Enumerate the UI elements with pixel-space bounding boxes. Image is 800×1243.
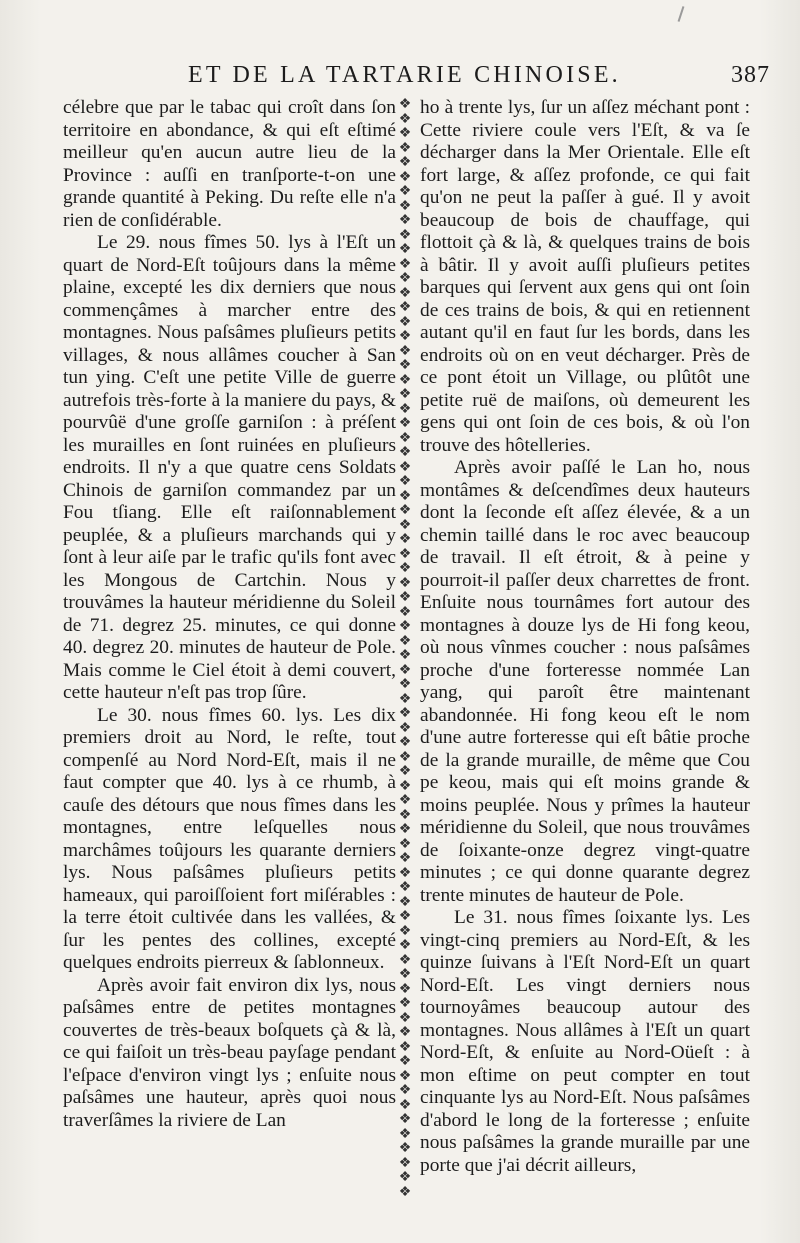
ornament-glyph: ❖ xyxy=(398,1009,412,1026)
ornament-glyph: ❖ xyxy=(398,96,412,112)
ornament-glyph: ❖ xyxy=(398,1024,412,1040)
ornament-glyph: ❖ xyxy=(398,1154,412,1171)
ornament-glyph: ❖ xyxy=(398,1067,412,1084)
ornament-glyph: ❖ xyxy=(398,487,412,504)
ornament-glyph: ❖ xyxy=(398,966,412,982)
running-title: ET DE LA TARTARIE CHINOISE. xyxy=(188,62,621,88)
ornament-glyph: ❖ xyxy=(398,995,412,1011)
ornament-glyph: ❖ xyxy=(398,1082,412,1098)
ornament-glyph: ❖ xyxy=(398,647,412,663)
ornament-glyph: ❖ xyxy=(398,400,412,417)
ornament-glyph: ❖ xyxy=(398,357,412,373)
pen-mark xyxy=(678,6,685,22)
ornament-glyph: ❖ xyxy=(398,110,412,127)
ornament-glyph: ❖ xyxy=(398,168,412,185)
ornament-glyph: ❖ xyxy=(398,458,412,475)
ornament-glyph: ❖ xyxy=(398,429,412,446)
ornament-glyph: ❖ xyxy=(398,241,412,257)
ornament-glyph: ❖ xyxy=(398,574,412,591)
ornament-glyph: ❖ xyxy=(398,1053,412,1069)
ornament-glyph: ❖ xyxy=(398,618,412,634)
right-column xyxy=(420,97,750,1177)
ornament-glyph: ❖ xyxy=(398,632,412,649)
ornament-glyph: ❖ xyxy=(398,560,412,576)
ornament-glyph: ❖ xyxy=(398,226,412,243)
ornament-glyph: ❖ xyxy=(398,154,412,170)
page-number: 387 xyxy=(731,62,770,88)
paragraph: célebre que par le tabac qui croît dans ſon territoire en abondance, & qui eſt eſtimé meilleur qu'en aucun autre lieu de la Province : auſſi en tranſporte-t-on une grande quantité à Peking. Du reſte elle n'a rien de conſidérable. xyxy=(63,97,396,231)
ornament-glyph: ❖ xyxy=(398,980,412,997)
ornament-glyph: ❖ xyxy=(398,502,412,518)
ornament-glyph: ❖ xyxy=(398,864,412,881)
ornament-glyph: ❖ xyxy=(398,676,412,692)
paragraph: ho à trente lys, ſur un aſſez méchant pont : Cette riviere coule vers l'Eſt, & va ſe décharger dans la Mer Orientale. Elle eſt fort large, & aſſez profonde, ce qui fait qu'on ne peut la paſſer à gué. Il y avoit beaucoup de bois de chauffage, qui flottoit çà & là, & quelques trains de bois à bâtir. Il y avoit auſſi pluſieurs petites barques qui ſervent aux gens qui ont ſoin de ces trains de bois, & qui en retiennent autant qu'il en faut ſur les bords, dans les endroits où on en veut décharger. Près de ce pont étoit un Village, ou plûtôt une petite ruë de maiſons, où demeurent les gens qui ont ſoin de ces bois, & où l'on trouve des hôtelleries. xyxy=(420,97,750,456)
ornament-glyph: ❖ xyxy=(398,545,412,562)
ornament-glyph: ❖ xyxy=(398,589,412,605)
ornament-glyph: ❖ xyxy=(398,473,412,489)
ornament-glyph: ❖ xyxy=(398,1125,412,1142)
ornament-glyph: ❖ xyxy=(398,1096,412,1113)
ornament-glyph: ❖ xyxy=(398,661,412,678)
ornament-glyph: ❖ xyxy=(398,212,412,228)
ornament-glyph: ❖ xyxy=(398,125,412,141)
ornament-glyph: ❖ xyxy=(398,444,412,460)
ornament-glyph: ❖ xyxy=(398,748,412,765)
ornament-glyph: ❖ xyxy=(398,835,412,852)
ornament-glyph: ❖ xyxy=(398,342,412,359)
ornament-glyph: ❖ xyxy=(398,1169,412,1185)
ornament-glyph: ❖ xyxy=(398,734,412,750)
ornament-glyph: ❖ xyxy=(398,386,412,402)
ornament-glyph: ❖ xyxy=(398,922,412,939)
left-column xyxy=(63,97,396,1132)
ornament-glyph: ❖ xyxy=(398,719,412,736)
ornament-glyph: ❖ xyxy=(398,197,412,214)
column-divider-ornament xyxy=(398,96,412,1200)
ornament-glyph: ❖ xyxy=(398,415,412,431)
paragraph: Le 29. nous fîmes 50. lys à l'Eſt un quart de Nord-Eſt toûjours dans la même plaine, excepté les dix derniers que nous commençâmes à marcher entre des montagnes. Nous paſsâmes pluſieurs petits villages, & nous allâmes coucher à San tun ying. C'eſt une petite Ville de guerre autrefois très-forte à la maniere du pays, & pourvûë d'une groſſe garniſon : à préſent les murailles en ſont ruinées en pluſieurs endroits. Il n'y a que quatre cens Soldats Chinois de garniſon commandez par un Fou tſiang. Elle eſt raiſonnablement peuplée, & a pluſieurs marchands qui y ſont à leur aiſe par le trafic qu'ils font avec les Mongous de Cartchin. Nous y trouvâmes la hauteur méridienne du Soleil de 71. degrez 25. minutes, ce qui donne 40. degrez 20. minutes de hauteur de Pole. Mais comme le Ciel étoit à demi couvert, cette hauteur n'eſt pas trop ſûre. xyxy=(63,232,396,703)
ornament-glyph: ❖ xyxy=(398,806,412,823)
ornament-glyph: ❖ xyxy=(398,777,412,794)
ornament-glyph: ❖ xyxy=(398,183,412,199)
ornament-glyph: ❖ xyxy=(398,313,412,330)
ornament-glyph: ❖ xyxy=(398,299,412,315)
ornament-glyph: ❖ xyxy=(398,516,412,533)
ornament-glyph: ❖ xyxy=(398,821,412,837)
ornament-glyph: ❖ xyxy=(398,893,412,910)
ornament-glyph: ❖ xyxy=(398,908,412,924)
ornament-glyph: ❖ xyxy=(398,792,412,808)
ornament-glyph: ❖ xyxy=(398,270,412,286)
paragraph: Après avoir fait environ dix lys, nous paſsâmes entre de petites montagnes couvertes de très-beaux boſquets çà & là, ce qui faiſoit un très-beau payſage pendant l'eſpace d'environ vingt lys ; enſuite nous paſsâmes une hauteur, après quoi nous traverſâmes la riviere de Lan xyxy=(63,974,396,1131)
ornament-glyph: ❖ xyxy=(398,937,412,953)
ornament-glyph: ❖ xyxy=(398,951,412,968)
paragraph: Le 30. nous fîmes 60. lys. Les dix premiers droit au Nord, le reſte, tout compenſé au Nord Nord-Eſt, mais il ne faut compter que 40. lys à ce rhumb, à cauſe des détours que nous fîmes dans les montagnes, entre leſquelles nous marchâmes toûjours les quarante derniers lys. Nous paſsâmes pluſieurs petits hameaux, qui paroiſſoient fort miſérables : la terre étoit cultivée dans les vallées, & ſur les pentes des collines, excepté quelques endroits pierreux & ſablonneux. xyxy=(63,704,396,973)
ornament-glyph: ❖ xyxy=(398,284,412,301)
ornament-glyph: ❖ xyxy=(398,531,412,547)
ornament-glyph: ❖ xyxy=(398,705,412,721)
ornament-glyph: ❖ xyxy=(398,879,412,895)
ornament-glyph: ❖ xyxy=(398,763,412,779)
ornament-glyph: ❖ xyxy=(398,328,412,344)
ornament-glyph: ❖ xyxy=(398,371,412,388)
ornament-glyph: ❖ xyxy=(398,139,412,156)
ornament-glyph: ❖ xyxy=(398,1140,412,1156)
ornament-glyph: ❖ xyxy=(398,1038,412,1055)
page-header xyxy=(170,62,770,96)
paragraph: Après avoir paſſé le Lan ho, nous montâmes & deſcendîmes deux hauteurs dont la ſeconde eſt aſſez élevée, & a un chemin taillé dans le roc avec beaucoup de travail. Il eſt étroit, & à peine y pourroit-il paſſer deux charrettes de front. Enſuite nous tournâmes fort autour des montagnes à douze lys de Hi fong keou, où nous vînmes coucher : nous paſsâmes proche d'une forteresse nommée Lan yang, qui paroît être maintenant abandonnée. Hi fong keou eſt le nom d'une autre forteresse qui eſt bâtie proche de la grande muraille, de même que Cou pe keou, mais qui eſt moins grande & moins peuplée. Nous y prîmes la hauteur méridienne du Soleil, que nous trouvâmes de ſoixante-onze degrez vingt-quatre minutes ; ce qui donne quarante degrez trente minutes de hauteur de Pole. xyxy=(420,457,750,906)
ornament-glyph: ❖ xyxy=(398,255,412,272)
ornament-glyph: ❖ xyxy=(398,850,412,866)
paragraph: Le 31. nous fîmes ſoixante lys. Les vingt-cinq premiers au Nord-Eſt, & les quinze ſuivans à l'Eſt Nord-Eſt un quart Nord-Eſt. Les vingt derniers nous tournoyâmes beaucoup autour des montagnes. Nous allâmes à l'Eſt un quart Nord-Eſt, & enſuite au Nord-Oüeſt : à mon eſtime on peut compter en tout cinquante lys au Nord-Eſt. Nous paſsâmes d'abord le long de la forteresse ; enſuite nous paſsâmes la grande muraille par une porte que j'ai décrit ailleurs, xyxy=(420,907,750,1176)
ornament-glyph: ❖ xyxy=(398,1111,412,1127)
ornament-glyph: ❖ xyxy=(398,690,412,707)
ornament-glyph: ❖ xyxy=(398,603,412,620)
ornament-glyph: ❖ xyxy=(398,1183,412,1200)
